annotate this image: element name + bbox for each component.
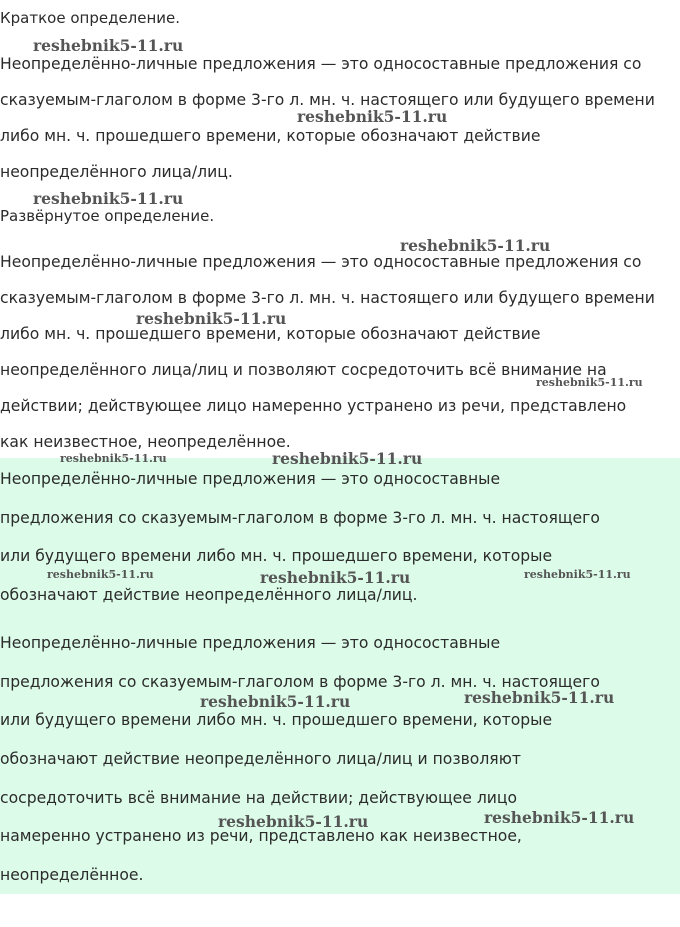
watermark: reshebnik5-11.ru — [484, 808, 635, 827]
answer-short-line: обозначают действие неопределённого лица/лиц. — [0, 586, 418, 604]
short-definition-heading: Краткое определение. — [0, 9, 181, 27]
answer-extended-line: или будущего времени либо мн. ч. прошедшего времени, которые — [0, 711, 553, 729]
watermark: reshebnik5-11.ru — [272, 449, 423, 468]
watermark: reshebnik5-11.ru — [536, 376, 643, 389]
extended-definition-line: как неизвестное, неопределённое. — [0, 433, 291, 451]
answer-extended-line: Неопределённо-личные предложения — это односоставные — [0, 634, 501, 652]
watermark: reshebnik5-11.ru — [524, 568, 631, 581]
watermark: reshebnik5-11.ru — [464, 688, 615, 707]
short-definition-line: неопределённого лица/лиц. — [0, 163, 233, 181]
watermark: reshebnik5-11.ru — [33, 189, 184, 208]
answer-extended-line: неопределённое. — [0, 866, 144, 884]
answer-extended-line: намеренно устранено из речи, представлено как неизвестное, — [0, 827, 522, 845]
answer-short-line: или будущего времени либо мн. ч. прошедшего времени, которые — [0, 547, 553, 565]
short-definition-line: Неопределённо-личные предложения — это односоставные предложения со — [0, 55, 642, 73]
short-definition-line: сказуемым-глаголом в форме 3-го л. мн. ч. настоящего или будущего времени — [0, 91, 655, 109]
watermark: reshebnik5-11.ru — [400, 236, 551, 255]
answer-short-line: Неопределённо-личные предложения — это односоставные — [0, 470, 501, 488]
watermark: reshebnik5-11.ru — [260, 568, 411, 587]
watermark: reshebnik5-11.ru — [297, 107, 448, 126]
watermark: reshebnik5-11.ru — [136, 309, 287, 328]
answer-extended-line: сосредоточить всё внимание на действии; действующее лицо — [0, 789, 518, 807]
extended-definition-line: действии; действующее лицо намеренно устранено из речи, представлено — [0, 397, 627, 415]
extended-definition-line: сказуемым-глаголом в форме 3-го л. мн. ч. настоящего или будущего времени — [0, 289, 655, 307]
extended-definition-line: либо мн. ч. прошедшего времени, которые обозначают действие — [0, 325, 541, 343]
watermark: reshebnik5-11.ru — [33, 36, 184, 55]
watermark: reshebnik5-11.ru — [47, 568, 154, 581]
extended-definition-line: неопределённого лица/лиц и позволяют сосредоточить всё внимание на — [0, 361, 607, 379]
answer-short-line: предложения со сказуемым-глаголом в форме 3-го л. мн. ч. настоящего — [0, 509, 600, 527]
watermark: reshebnik5-11.ru — [200, 692, 351, 711]
watermark: reshebnik5-11.ru — [60, 452, 167, 465]
short-definition-line: либо мн. ч. прошедшего времени, которые обозначают действие — [0, 127, 541, 145]
extended-definition-line: Неопределённо-личные предложения — это односоставные предложения со — [0, 253, 642, 271]
answer-extended-line: обозначают действие неопределённого лица/лиц и позволяют — [0, 750, 521, 768]
watermark: reshebnik5-11.ru — [218, 812, 369, 831]
extended-definition-heading: Развёрнутое определение. — [0, 207, 215, 225]
answer-extended-line: предложения со сказуемым-глаголом в форме 3-го л. мн. ч. настоящего — [0, 673, 600, 691]
